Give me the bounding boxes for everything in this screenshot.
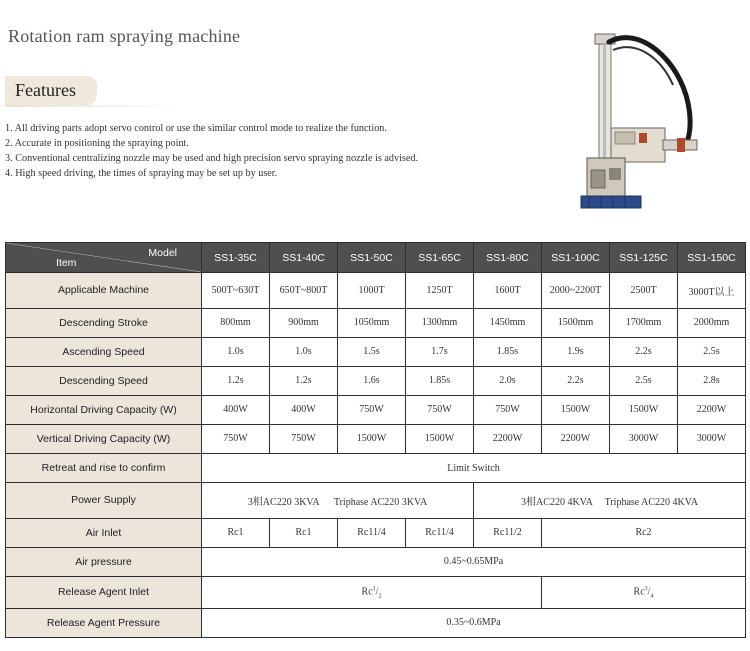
table-cell: 1700mm bbox=[610, 308, 678, 337]
table-cell: 1300mm bbox=[406, 308, 474, 337]
table-cell: 1500W bbox=[610, 395, 678, 424]
table-cell: 750W bbox=[474, 395, 542, 424]
table-cell: 1.2s bbox=[270, 366, 338, 395]
model-header: SS1-80C bbox=[474, 243, 542, 273]
table-cell: 750W bbox=[338, 395, 406, 424]
table-cell: 2.2s bbox=[542, 366, 610, 395]
table-cell: 1.9s bbox=[542, 337, 610, 366]
table-cell: 1.2s bbox=[202, 366, 270, 395]
model-header: SS1-40C bbox=[270, 243, 338, 273]
table-cell: 400W bbox=[202, 395, 270, 424]
table-cell: Rc1 bbox=[202, 518, 270, 547]
features-underline bbox=[5, 105, 185, 107]
row-label: Descending Stroke bbox=[6, 308, 202, 337]
table-cell: 1500W bbox=[542, 395, 610, 424]
table-cell: 500T~630T bbox=[202, 273, 270, 309]
table-cell: 1500W bbox=[338, 424, 406, 453]
table-cell: 3相AC220 3KVA Triphase AC220 3KVA bbox=[202, 483, 474, 519]
table-cell: 2.8s bbox=[678, 366, 746, 395]
table-cell: 650T~800T bbox=[270, 273, 338, 309]
table-cell: 0.35~0.6MPa bbox=[202, 608, 746, 637]
table-row bbox=[6, 453, 746, 482]
table-cell: 1.0s bbox=[270, 337, 338, 366]
feature-item: 1. All driving parts adopt servo control or use the similar control mode to realize the function. bbox=[5, 123, 387, 134]
model-header: SS1-100C bbox=[542, 243, 610, 273]
table-cell: 2000mm bbox=[678, 308, 746, 337]
table-cell: 1050mm bbox=[338, 308, 406, 337]
feature-item: 3. Conventional centralizing nozzle may be used and high precision servo spraying nozzle is advised. bbox=[5, 153, 419, 164]
table-header-row bbox=[6, 243, 746, 273]
table-cell: 1.0s bbox=[202, 337, 270, 366]
table-cell: 750W bbox=[406, 395, 474, 424]
table-cell: 750W bbox=[270, 424, 338, 453]
fraction-numerator: 1 bbox=[372, 585, 376, 592]
table-cell: 2200W bbox=[542, 424, 610, 453]
table-cell: 1450mm bbox=[474, 308, 542, 337]
spraying-machine-image bbox=[565, 30, 715, 220]
feature-item: 4. High speed driving, the times of spraying may be set up by user. bbox=[5, 168, 278, 179]
row-label: Air Inlet bbox=[6, 518, 202, 547]
row-label: Descending Speed bbox=[6, 366, 202, 395]
table-cell: 1500mm bbox=[542, 308, 610, 337]
item-header-label: Item bbox=[56, 257, 77, 269]
row-label: Horizontal Driving Capacity (W) bbox=[6, 395, 202, 424]
table-cell: 1250T bbox=[406, 273, 474, 309]
model-header: SS1-50C bbox=[338, 243, 406, 273]
table-row bbox=[6, 366, 746, 395]
table-row bbox=[6, 395, 746, 424]
table-row bbox=[6, 337, 746, 366]
row-label: Air pressure bbox=[6, 547, 202, 576]
fraction-denominator: 2 bbox=[378, 593, 382, 600]
table-cell: 900mm bbox=[270, 308, 338, 337]
table-cell: Rc11/4 bbox=[338, 518, 406, 547]
fraction-numerator: 3 bbox=[644, 585, 648, 592]
table-cell: $Rc^1/_2$ bbox=[202, 576, 542, 608]
table-cell: 1.85s bbox=[406, 366, 474, 395]
model-header: SS1-65C bbox=[406, 243, 474, 273]
table-cell: 750W bbox=[202, 424, 270, 453]
table-cell: 1000T bbox=[338, 273, 406, 309]
table-row bbox=[6, 308, 746, 337]
table-cell: 3相AC220 4KVA Triphase AC220 4KVA bbox=[474, 483, 746, 519]
table-cell: 2.2s bbox=[610, 337, 678, 366]
table-cell: Rc11/4 bbox=[406, 518, 474, 547]
table-cell: 1600T bbox=[474, 273, 542, 309]
table-cell: Rc1 bbox=[270, 518, 338, 547]
table-cell: 2000~2200T bbox=[542, 273, 610, 309]
table-row bbox=[6, 547, 746, 576]
model-header: SS1-35C bbox=[202, 243, 270, 273]
table-cell: 2500T bbox=[610, 273, 678, 309]
table-cell: 1.5s bbox=[338, 337, 406, 366]
table-cell: 3000W bbox=[610, 424, 678, 453]
features-list bbox=[5, 121, 418, 181]
table-cell: 2200W bbox=[474, 424, 542, 453]
table-cell: 3000T以上 bbox=[678, 273, 746, 309]
model-header: SS1-150C bbox=[678, 243, 746, 273]
table-cell: Rc2 bbox=[542, 518, 746, 547]
table-row bbox=[6, 518, 746, 547]
table-cell: 3000W bbox=[678, 424, 746, 453]
table-row bbox=[6, 273, 746, 309]
table-cell: 0.45~0.65MPa bbox=[202, 547, 746, 576]
row-label: Vertical Driving Capacity (W) bbox=[6, 424, 202, 453]
table-row bbox=[6, 483, 746, 519]
table-cell: Limit Switch bbox=[202, 453, 746, 482]
table-cell: 1.85s bbox=[474, 337, 542, 366]
row-label: Applicable Machine bbox=[6, 273, 202, 309]
table-cell: 1500W bbox=[406, 424, 474, 453]
table-cell: 400W bbox=[270, 395, 338, 424]
table-cell: 2.0s bbox=[474, 366, 542, 395]
row-label: Ascending Speed bbox=[6, 337, 202, 366]
model-header: SS1-125C bbox=[610, 243, 678, 273]
table-row bbox=[6, 424, 746, 453]
table-cell: $Rc^3/_4$ bbox=[542, 576, 746, 608]
table-cell: 800mm bbox=[202, 308, 270, 337]
row-label: Power Supply bbox=[6, 483, 202, 519]
thread-spec: Rc bbox=[361, 586, 373, 598]
page-title: Rotation ram spraying machine bbox=[8, 26, 241, 46]
table-row bbox=[6, 608, 746, 637]
table-cell: 2200W bbox=[678, 395, 746, 424]
model-item-header-cell bbox=[6, 243, 202, 273]
table-cell: 2.5s bbox=[610, 366, 678, 395]
fraction-denominator: 4 bbox=[650, 593, 654, 600]
table-cell: Rc11/2 bbox=[474, 518, 542, 547]
row-label: Release Agent Pressure bbox=[6, 608, 202, 637]
table-cell: 2.5s bbox=[678, 337, 746, 366]
features-heading: Features bbox=[5, 76, 97, 105]
table-cell: 1.6s bbox=[338, 366, 406, 395]
model-header-label: Model bbox=[148, 247, 177, 259]
row-label: Retreat and rise to confirm bbox=[6, 453, 202, 482]
spec-table bbox=[5, 242, 746, 638]
thread-spec: Rc bbox=[633, 586, 645, 598]
row-label: Release Agent Inlet bbox=[6, 576, 202, 608]
table-row bbox=[6, 576, 746, 608]
feature-item: 2. Accurate in positioning the spraying point. bbox=[5, 138, 189, 149]
table-cell: 1.7s bbox=[406, 337, 474, 366]
